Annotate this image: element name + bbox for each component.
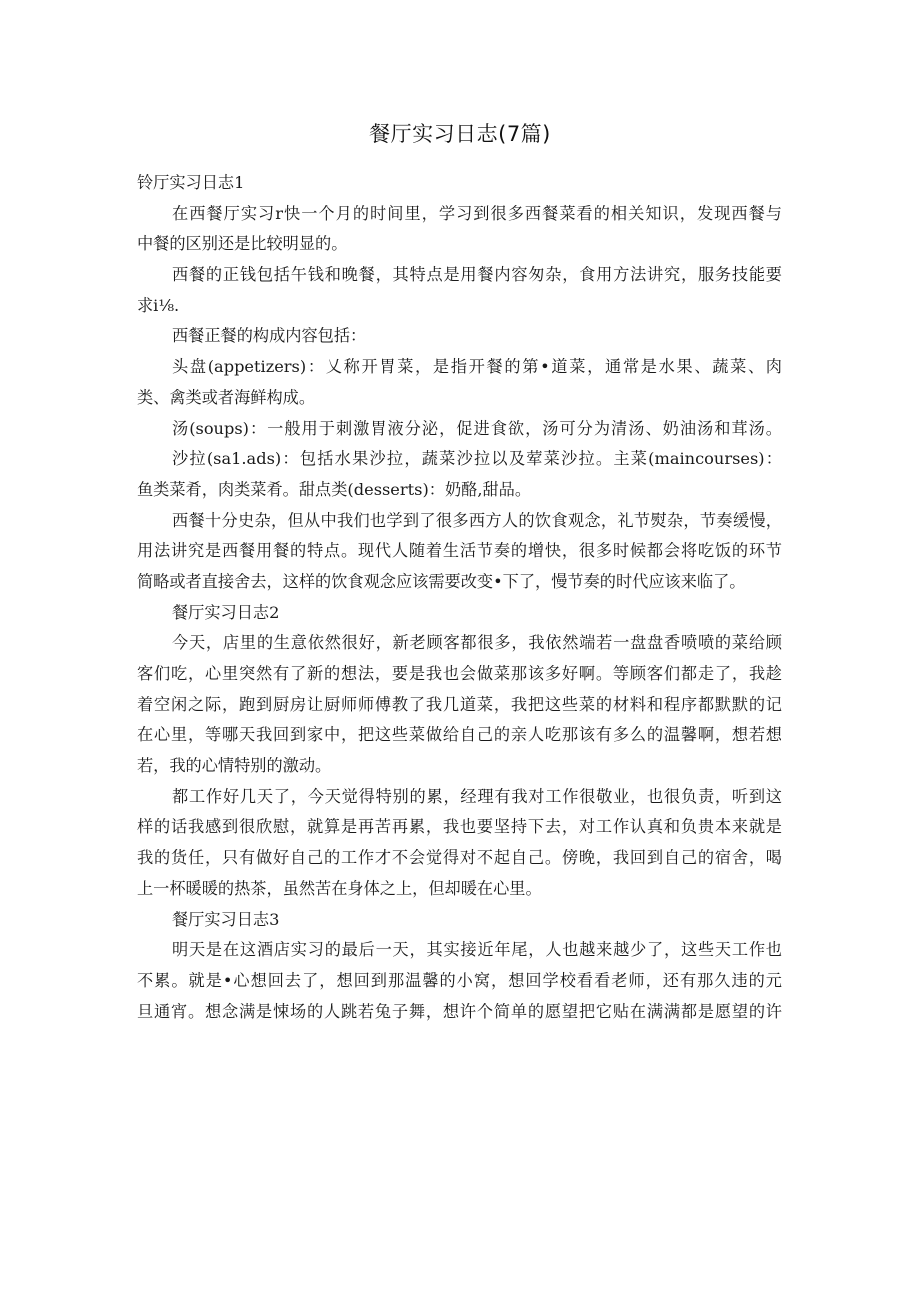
text-line: 用法讲究是西餐用餐的特点。现代人随着生活节奏的增快，很多时候都会将吃饭的环节 bbox=[137, 541, 782, 561]
text-line: 西餐正餐的构成内容包括： bbox=[172, 326, 367, 346]
text-line: 汤(soups)：一般用于刺激胃液分泌，促进食欲，汤可分为清汤、奶油汤和茸汤。 bbox=[172, 418, 782, 438]
text-line: 西餐十分史杂，但从中我们也学到了很多西方人的饮食观念，礼节熨杂，节奏缓慢， bbox=[172, 510, 782, 530]
text-line: 着空闲之际，跑到厨房让厨师师傅教了我几道菜，我把这些菜的材料和程序都默默的记 bbox=[137, 694, 782, 714]
text-line: 求i⅛. bbox=[137, 295, 180, 315]
text-line: 明天是在这酒店实习的最后一天，其实接近年尾，人也越来越少了，这些天工作也 bbox=[172, 940, 782, 960]
text-line: 沙拉(sa1.ads)：包括水果沙拉，蔬菜沙拉以及荤菜沙拉。主菜(maincourses)： bbox=[172, 449, 782, 469]
text-line: 今天，店里的生意依然很好，新老顾客都很多，我依然端若一盘盘香喷喷的菜给顾 bbox=[172, 633, 782, 653]
text-line: 在心里，等哪天我回到家中，把这些菜做给自己的亲人吃那该有多么的温馨啊，想若想 bbox=[137, 725, 782, 745]
text-line: 餐厅实习日志3 bbox=[172, 909, 280, 929]
text-line: 都工作好几天了，今天觉得特别的累，经理有我对工作很敬业，也很负责，听到这 bbox=[172, 786, 782, 806]
text-line: 上一杯暖暖的热茶，虽然苦在身体之上，但却暖在心里。 bbox=[137, 878, 542, 898]
text-line: 若，我的心情特别的激动。 bbox=[137, 756, 332, 776]
text-line: 西餐的正钱包括午钱和晚餐，其特点是用餐内容匆杂，食用方法讲究，服务技能要 bbox=[172, 265, 782, 285]
document-title: 餐厅实习日志(7篇) bbox=[369, 122, 551, 146]
text-line: 在西餐厅实习r快一个月的时间里，学习到很多西餐菜看的相关知识，发现西餐与 bbox=[172, 203, 782, 223]
text-line: 我的货任，只有做好自己的工作才不会觉得对不起自己。傍晚，我回到自己的宿舍，喝 bbox=[137, 848, 782, 868]
text-line: 铃厅实习日志1 bbox=[137, 173, 245, 192]
text-line: 旦通宵。想念满是悚场的人跳若兔子舞，想许个简单的愿望把它贴在满满都是愿望的许 bbox=[137, 1001, 782, 1021]
text-line: 餐厅实习日志2 bbox=[172, 602, 280, 622]
text-line: 鱼类菜肴，肉类菜肴。甜点类(desserts)：奶酪,甜品。 bbox=[137, 479, 532, 499]
text-line: 头盘(appetizers)：乂称开胃菜，是指开餐的第•道菜，通常是水果、蔬菜、肉 bbox=[172, 357, 782, 377]
text-line: 不累。就是•心想回去了，想回到那温馨的小窝，想回学校看看老师，还有那久违的元 bbox=[137, 970, 782, 990]
text-line: 样的话我感到很欣慰，就算是再苦再累，我也要坚持下去，对工作认真和负贵本来就是 bbox=[137, 817, 782, 837]
text-line: 中餐的区别还是比较明显的。 bbox=[137, 234, 348, 254]
text-line: 客们吃，心里突然有了新的想法，要是我也会做菜那该多好啊。等顾客们都走了，我趁 bbox=[137, 664, 782, 683]
text-line: 简略或者直接舍去，这样的饮食观念应该需要改变•下了，慢节奏的时代应该来临了。 bbox=[137, 571, 746, 591]
document-body bbox=[137, 168, 782, 1027]
text-line: 类、禽类或者海鲜构成。 bbox=[137, 387, 316, 407]
